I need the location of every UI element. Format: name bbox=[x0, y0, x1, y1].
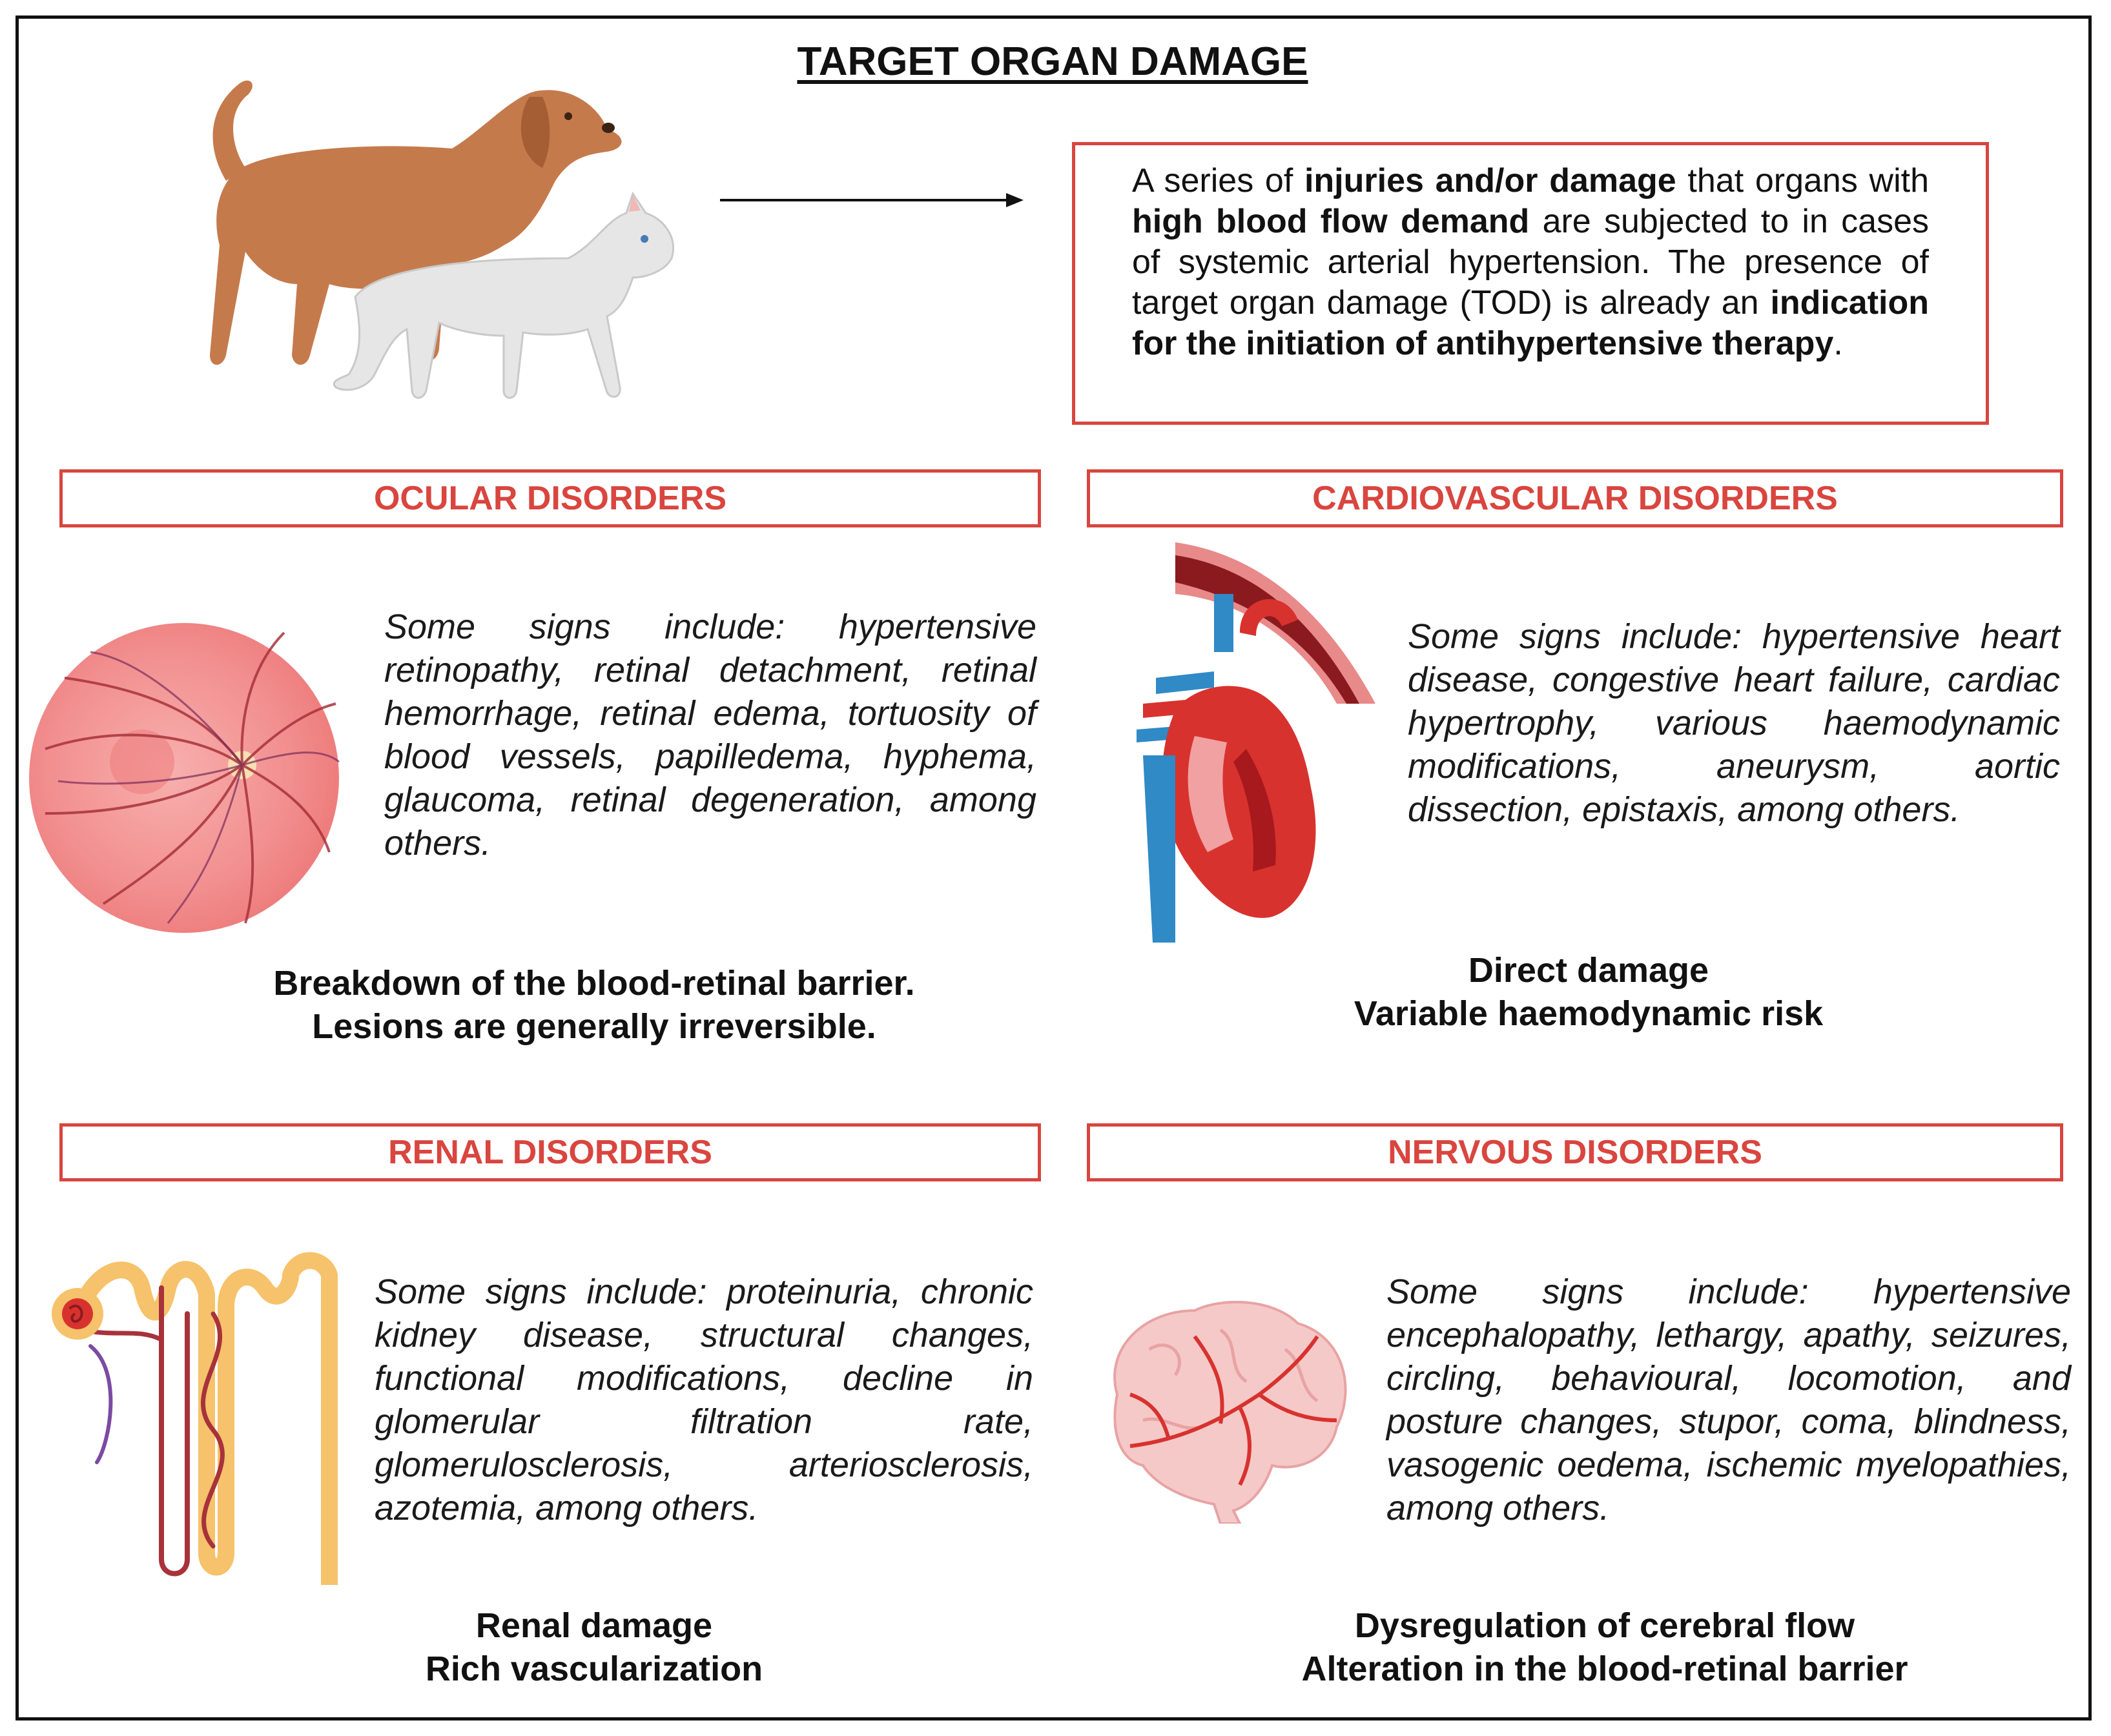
renal-footer-line1: Renal damage bbox=[475, 1606, 713, 1645]
renal-footer-line2: Rich vascularization bbox=[425, 1649, 763, 1688]
cardiovascular-footer-line2: Variable haemodynamic risk bbox=[1354, 994, 1824, 1033]
nervous-footer-line1: Dysregulation of cerebral flow bbox=[1354, 1606, 1855, 1645]
dog-cat-illustration bbox=[181, 52, 710, 413]
renal-header: RENAL DISORDERS bbox=[59, 1123, 1041, 1181]
ocular-footer-line1: Breakdown of the blood-retinal barrier. bbox=[273, 964, 915, 1003]
cardiovascular-header: CARDIOVASCULAR DISORDERS bbox=[1087, 469, 2063, 527]
nervous-signs-text: Some signs include: hypertensive encephalopathy, lethargy, apathy, seizures, circling, behavioural, locomotion, and posture changes, stupor, coma, blindness, vasogenic oedema, ischemic myelopathies, among others. bbox=[1386, 1272, 2071, 1527]
arrow-icon bbox=[717, 187, 1027, 213]
definition-text: A series of injuries and/or damage that organs with high blood flow demand are subjected to in cases of systemic arterial hypertension. The presence of target organ damage (TOD) is already an indication for the initiation of antihypertensive therapy. bbox=[1132, 162, 1929, 362]
cardiovascular-footer-line1: Direct damage bbox=[1468, 951, 1709, 990]
cardiovascular-footer bbox=[1188, 949, 1989, 1036]
ocular-signs-text: Some signs include: hypertensive retinopathy, retinal detachment, retinal hemorrhage, retinal edema, tortuosity of blood vessels, papilledema, hyphema, glaucoma, retinal degeneration, among others. bbox=[384, 608, 1036, 863]
renal-footer bbox=[194, 1604, 994, 1691]
figure-title: TARGET ORGAN DAMAGE bbox=[797, 39, 1308, 84]
ocular-footer bbox=[194, 962, 994, 1048]
nervous-header: NERVOUS DISORDERS bbox=[1087, 1123, 2063, 1181]
heart-icon bbox=[1117, 542, 1388, 943]
ocular-header: OCULAR DISORDERS bbox=[59, 469, 1041, 527]
nervous-footer bbox=[1175, 1604, 2034, 1691]
definition-box bbox=[1072, 142, 1989, 425]
nervous-footer-line2: Alteration in the blood-retinal barrier bbox=[1301, 1649, 1908, 1688]
brain-icon bbox=[1091, 1291, 1356, 1524]
renal-signs-text: Some signs include: proteinuria, chronic kidney disease, structural changes, functional modifications, decline in glomerular filtration rate, glomerulosclerosis, arteriosclerosis, azotemia, among others. bbox=[375, 1272, 1033, 1527]
nephron-icon bbox=[32, 1249, 355, 1585]
ocular-footer-line2: Lesions are generally irreversible. bbox=[312, 1007, 876, 1046]
cardiovascular-signs-text: Some signs include: hypertensive heart disease, congestive heart failure, cardiac hypertrophy, various haemodynamic modifications, aneurysm, aortic dissection, epistaxis, among others. bbox=[1408, 617, 2060, 829]
retina-icon bbox=[26, 620, 342, 936]
